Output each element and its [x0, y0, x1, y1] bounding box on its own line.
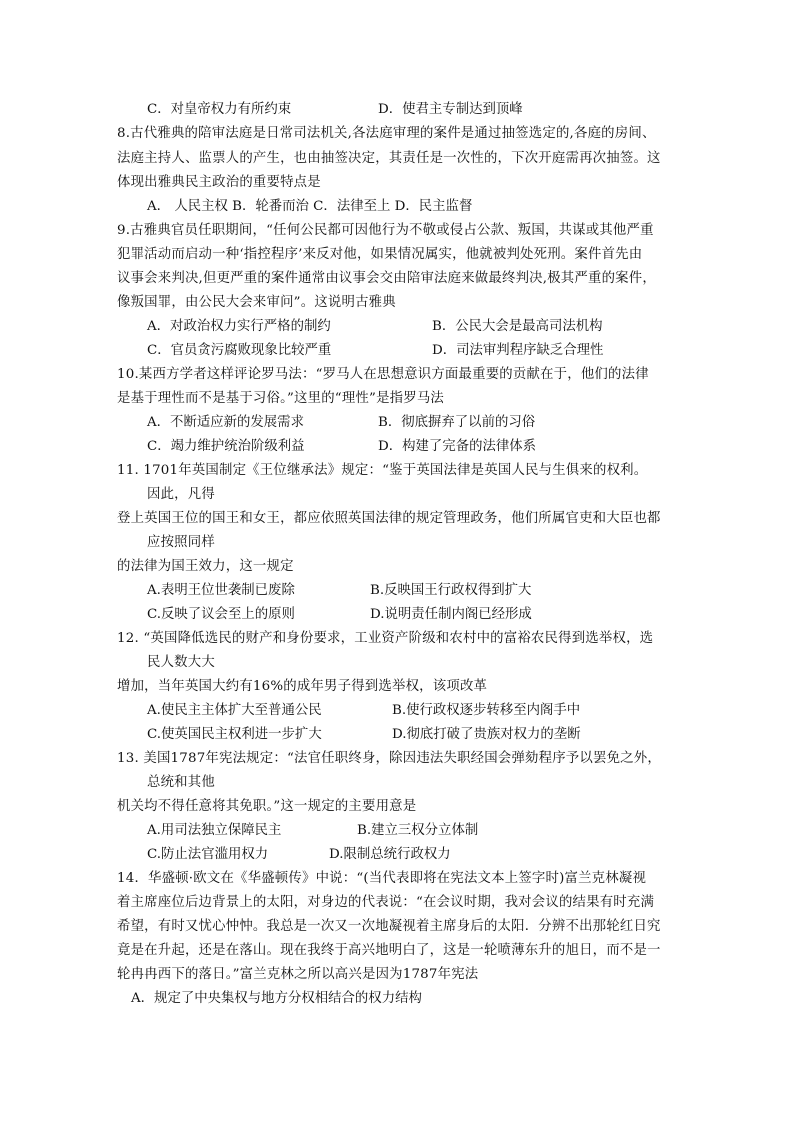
question-14-line-5: 轮冉冉西下的落日。”富兰克林之所以高兴是因为1787年宪法 [117, 967, 479, 982]
question-11-line-1: 11. 1701年英国制定《王位继承法》规定：“鉴于英国法律是英国人民与生俱来的权利。 [117, 463, 648, 478]
question-10-line-2: 是基于理性而不是基于习俗。”这里的“理性”是指罗马法 [117, 391, 445, 406]
option-13a: A.用司法独立保障民主 [147, 823, 282, 838]
question-14-line-4: 竟是在升起，还是在落山。现在我终于高兴地明白了，这是一轮喷薄东升的旭日，而不是一 [117, 943, 661, 958]
option-11b: B.反映国王行政权得到扩大 [370, 583, 532, 598]
question-12-line-3: 增加，当年英国大约有16%的成年男子得到选举权，该项改革 [117, 679, 488, 694]
option-7c: C．对皇帝权力有所约束 [147, 102, 292, 117]
question-12-line-2: 民人数大大 [147, 655, 215, 670]
question-11-line-2: 因此，凡得 [147, 487, 215, 502]
option-13c: C.防止法官滥用权力 [147, 847, 269, 862]
question-8-line-2: 法庭主持人、监票人的产生，也由抽签决定，其责任是一次性的，下次开庭需再次抽签。这 [117, 151, 661, 166]
option-7d: D．使君主专制达到顶峰 [378, 102, 523, 117]
question-14-line-1: 14．华盛顿·欧文在《华盛顿传》中说：“(当代表即将在宪法文本上签字时)富兰克林凝视 [117, 871, 647, 886]
option-12c: C.使英国民主权利进一步扩大 [147, 727, 322, 742]
question-9-line-3: 议事会来判决,但更严重的案件通常由议事会交由陪审法庭来做最终判决,极其严重的案件， [117, 271, 656, 286]
question-9-line-1: 9.古雅典官员任职期间，“任何公民都可因他行为不敬或侵占公款、叛国，共谋或其他严重 [117, 223, 654, 238]
question-14-line-3: 希望，有时又忧心忡忡。我总是一次又一次地凝视着主席身后的太阳．分辨不出那轮红日究 [117, 919, 661, 934]
option-12a: A.使民主主体扩大至普通公民 [147, 703, 322, 718]
option-10a: A．不断适应新的发展需求 [147, 415, 304, 430]
question-12-line-1: 12. “英国降低选民的财产和身份要求，工业资产阶级和农村中的富裕农民得到选举权，选 [117, 631, 654, 646]
question-13-line-1: 13. 美国1787年宪法规定：“法官任职终身，除因违法失职经国会弹劾程序予以罢免之外， [117, 751, 661, 766]
option-11a: A.表明王位世袭制已废除 [147, 583, 295, 598]
question-8-line-1: 8.古代雅典的陪审法庭是日常司法机关,各法庭审理的案件是通过抽签选定的,各庭的房间、 [117, 126, 656, 141]
option-12b: B.使行政权逐步转移至内阁手中 [392, 703, 581, 718]
question-11-line-3: 登上英国王位的国王和女王，都应依照英国法律的规定管理政务，他们所属官吏和大臣也都 [117, 511, 661, 526]
option-14a: A．规定了中央集权与地方分权相结合的权力结构 [131, 991, 422, 1006]
question-13-line-2: 总统和其他 [147, 775, 215, 790]
option-10d: D．构建了完备的法律体系 [378, 439, 537, 454]
option-10b: B．彻底摒弃了以前的习俗 [378, 415, 536, 430]
option-11d: D.说明责任制内阁已经形成 [370, 607, 532, 622]
option-10c: C．竭力维护统治阶级利益 [147, 439, 305, 454]
question-13-line-3: 机关均不得任意将其免职。”这一规定的主要用意是 [117, 799, 417, 814]
option-13d: D.限制总统行政权力 [329, 847, 451, 862]
question-9-line-4: 像叛国罪，由公民大会来审问”。这说明古雅典 [117, 295, 396, 310]
option-9a: A．对政治权力实行严格的制约 [147, 319, 331, 334]
question-8-options: A． 人民主权 B．轮番而治 C．法律至上 D．民主监督 [147, 199, 473, 214]
question-10-line-1: 10.某西方学者这样评论罗马法：“罗马人在思想意识方面最重要的贡献在于，他们的法律 [117, 367, 649, 382]
option-13b: B.建立三权分立体制 [357, 823, 479, 838]
question-11-line-5: 的法律为国王效力，这一规定 [117, 559, 294, 574]
option-11c: C.反映了议会至上的原则 [147, 607, 295, 622]
question-9-line-2: 犯罪活动而启动一种‘指控程序’来反对他，如果情况属实，他就被判处死刑。案件首先由 [117, 247, 643, 262]
option-9c: C．官员贪污腐败现象比较严重 [147, 343, 332, 358]
question-11-line-4: 应按照同样 [147, 535, 215, 550]
option-9d: D．司法审判程序缺乏合理性 [432, 343, 604, 358]
option-12d: D.彻底打破了贵族对权力的垄断 [392, 727, 581, 742]
question-8-line-3: 体现出雅典民主政治的重要特点是 [117, 175, 321, 190]
question-14-line-2: 着主席座位后边背景上的太阳，对身边的代表说：“在会议时期，我对会议的结果有时充满 [117, 895, 655, 910]
option-9b: B．公民大会是最高司法机构 [432, 319, 603, 334]
